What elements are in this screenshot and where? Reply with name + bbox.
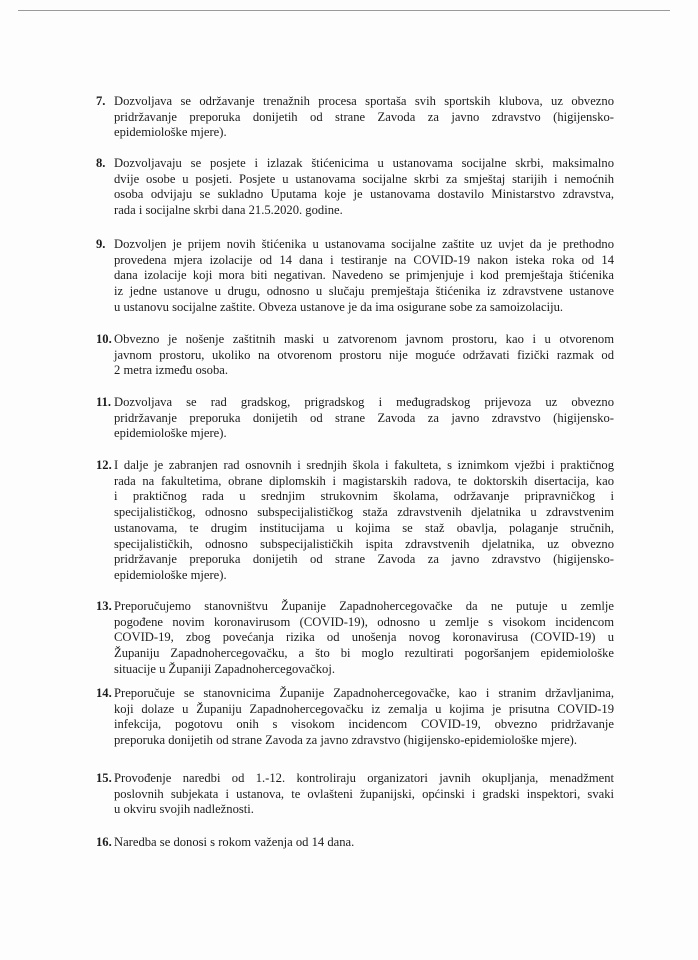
text-line: Dozvoljavaju se posjete i izlazak štićenicima u ustanovama socijalne skrbi, maksimalno	[114, 156, 614, 170]
text-line: iz jedne ustanove u drugu, odnosno u slučaju premještaja štićenika iz zdravstvene ustanove	[114, 284, 614, 299]
text-line: Dozvoljen je prijem novih štićenika u ustanovama socijalne zaštite uz uvjet da je prethodno	[114, 237, 614, 251]
list-item-13	[96, 599, 614, 678]
text-line: Županiju Zapadnohercegovačku, a što bi moglo rezultirati pogoršanjem epidemiološke	[114, 646, 614, 661]
text-line: COVID-19, zbog povećanja rizika od unošenja novog koronavirusa (COVID-19) u	[114, 630, 614, 645]
text-line: pridržavanje preporuka donijetih od strane Zavoda za javno zdravstvo (higijensko-	[114, 109, 614, 124]
item-text	[114, 395, 614, 442]
item-number: 10.	[96, 332, 112, 346]
text-line: epidemiološke mjere).	[114, 567, 227, 582]
text-line: ustanovama, te drugim institucijama u kojima se staž obavlja, polaganje stručnih,	[114, 520, 614, 535]
list-item-12	[96, 458, 614, 584]
text-line: I dalje je zabranjen rad osnovnih i srednjih škola i fakulteta, s iznimkom vježbi i praktičnog	[114, 458, 614, 472]
item-number: 14.	[96, 686, 112, 700]
top-border-line	[18, 10, 670, 11]
list-item-10	[96, 332, 614, 379]
text-line: Provođenje naredbi od 1.-12. kontroliraju organizatori javnih okupljanja, menadžment	[114, 771, 614, 785]
item-number: 11.	[96, 395, 112, 409]
item-number: 8.	[96, 156, 106, 170]
item-text	[114, 771, 614, 818]
text-line: Obvezno je nošenje zaštitnih maski u zatvorenom javnom prostoru, kao i u otvorenom	[114, 332, 614, 346]
text-line: Dozvoljava se rad gradskog, prigradskog i međugradskog prijevoza uz obvezno	[114, 395, 614, 409]
item-number: 12.	[96, 458, 112, 472]
text-line: koji dolaze u Županiju Zapadnohercegovačku iz zemalja u kojima je prisutna COVID-19	[114, 701, 614, 716]
text-line: epidemiološke mjere).	[114, 426, 227, 441]
text-line: infekcija, pogotovu onih s visokom incidencom COVID-19, obvezno pridržavanje	[114, 717, 614, 732]
list-item-14	[96, 686, 614, 749]
item-text	[114, 332, 614, 379]
item-text	[114, 94, 614, 141]
list-item-15	[96, 771, 614, 818]
text-line: rada i socijalne skrbi dana 21.5.2020. godine.	[114, 203, 343, 218]
item-number: 13.	[96, 599, 112, 613]
item-text	[114, 686, 614, 749]
text-line: pogođene novim koronavirusom (COVID-19), odnosno u zemlje s visokom incidencom	[114, 614, 614, 629]
item-text	[114, 458, 614, 584]
item-text	[114, 835, 614, 851]
text-line: provedena mjera izolacije od 14 dana i testiranje na COVID-19 nakon isteka roka od 14	[114, 252, 614, 267]
text-line: preporuka donijetih od strane Zavoda za javno zdravstvo (higijensko-epidemiološke mjere).	[114, 733, 578, 748]
text-line: i praktičnog rada u srednjim strukovnim školama, održavanje pripravničkog i	[114, 489, 614, 504]
text-line: u ustanovu socijalne zaštite. Obveza ustanove je da ima osigurane sobe za samoizolaciju.	[114, 299, 564, 314]
text-line: dana izolacije koji mora biti negativan. Navedeno se primjenjuje i kod premještaja štićenika	[114, 268, 614, 283]
text-line: pridržavanje preporuka donijetih od strane Zavoda za javno zdravstvo (higijensko-	[114, 410, 614, 425]
item-number: 7.	[96, 94, 106, 108]
text-line: situacije u Županiji Zapadnohercegovačkoj.	[114, 661, 336, 676]
item-text	[114, 599, 614, 678]
text-line: poslovnih subjekata i ustanova, te ovlašteni županijski, općinski i gradski inspektori, svaki	[114, 786, 614, 801]
text-line: specijalističkih, odnosno subspecijalističkih ispita zdravstvenih djelatnika, uz obvezno	[114, 536, 614, 551]
text-line: dvije osobe u posjeti. Posjete u ustanovama socijalne skrbi za smještaj starijih i nemoćnih	[114, 171, 614, 186]
list-item-16	[96, 835, 614, 851]
text-line: u okviru svojih nadležnosti.	[114, 802, 254, 817]
text-line: javnom prostoru, ukoliko na otvorenom prostoru nije moguće održavati fizički razmak od	[114, 347, 614, 362]
list-item-11	[96, 395, 614, 442]
text-line: epidemiološke mjere).	[114, 125, 227, 140]
text-line: Dozvoljava se održavanje trenažnih procesa sportaša svih sportskih klubova, uz obvezno	[114, 94, 614, 108]
text-line: Naredba se donosi s rokom važenja od 14 dana.	[114, 835, 355, 849]
text-line: 2 metra između osoba.	[114, 363, 229, 378]
list-item-9	[96, 237, 614, 316]
item-number: 16.	[96, 835, 112, 849]
item-text	[114, 156, 614, 219]
text-line: rada na fakultetima, obrane diplomskih i magistarskih radova, te doktorskih disertacija, kao	[114, 473, 614, 488]
text-line: Preporučuje se stanovnicima Županije Zapadnohercegovačke, kao i stranim državljanima,	[114, 686, 614, 700]
text-line: specijalističkog, odnosno subspecijalističkog staža zdravstvenih djelatnika u zdravstvenim	[114, 505, 614, 520]
list-item-7	[96, 94, 614, 141]
item-number: 15.	[96, 771, 112, 785]
text-line: osoba odvijaju se sukladno Uputama koje je ustanovama dostavilo Ministarstvo zdravstva,	[114, 187, 614, 202]
list-item-8	[96, 156, 614, 219]
item-text	[114, 237, 614, 316]
text-line: Preporučujemo stanovništvu Županije Zapadnohercegovačke da ne putuje u zemlje	[114, 599, 614, 613]
text-line: pridržavanje preporuka donijetih od strane Zavoda za javno zdravstvo (higijensko-	[114, 552, 614, 567]
item-number: 9.	[96, 237, 106, 251]
